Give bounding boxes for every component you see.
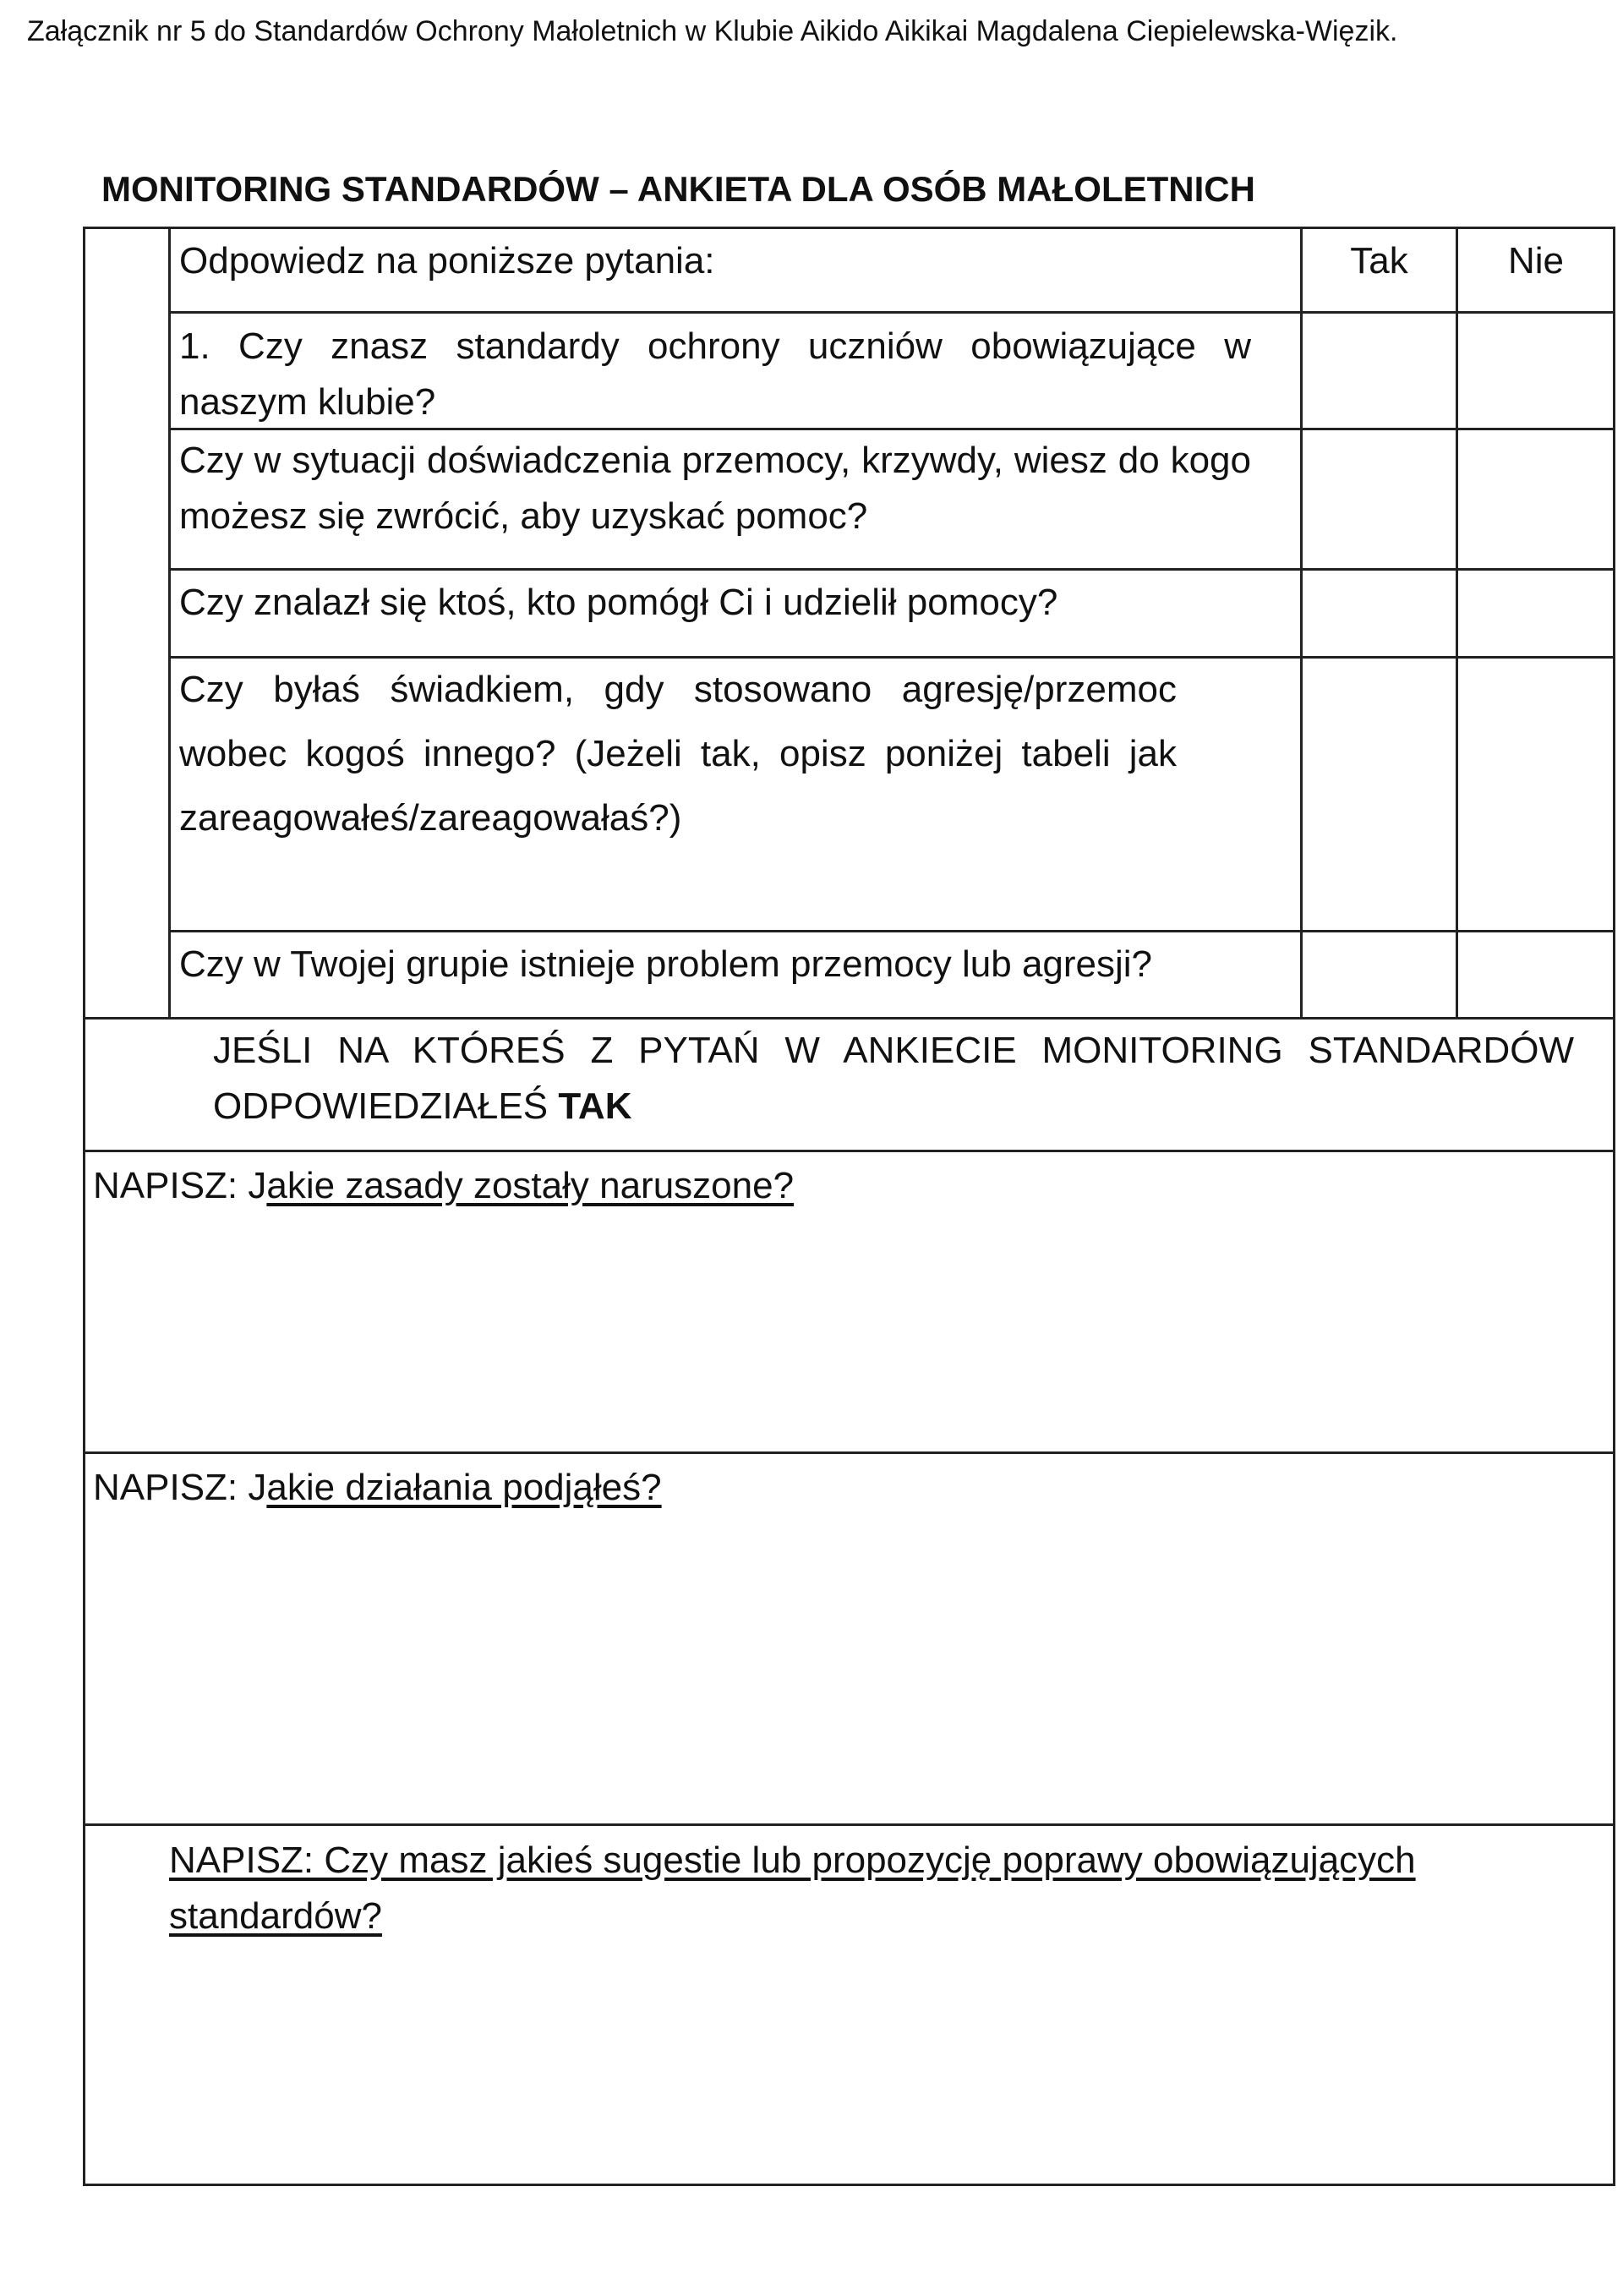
answer-area-suggestions[interactable] bbox=[85, 1953, 1614, 2184]
conditional-instruction bbox=[213, 1023, 1574, 1134]
question-5: Czy w Twojej grupie istnieje problem przemocy lub agresji? bbox=[179, 943, 1153, 985]
answer-no-q5[interactable] bbox=[1458, 932, 1614, 1017]
question-2: Czy w sytuacji doświadczenia przemocy, krzywdy, wiesz do kogo możesz się zwrócić, aby uzyskać pomoc? bbox=[179, 440, 1251, 537]
column-header-no: Nie bbox=[1507, 240, 1565, 282]
answer-yes-q3[interactable] bbox=[1303, 571, 1456, 656]
table-prompt: Odpowiedz na poniższe pytania: bbox=[179, 240, 715, 282]
write-section-suggestions: NAPISZ: Czy masz jakieś sugestie lub propozycję poprawy obowiązujących standardów? bbox=[169, 1840, 1416, 1937]
answer-yes-q2[interactable] bbox=[1303, 430, 1456, 568]
attachment-note: Załącznik nr 5 do Standardów Ochrony Małoletnich w Klubie Aikido Aikikai Magdalena Ciepielewska-Więzik. bbox=[27, 15, 1398, 47]
answer-yes-q1[interactable] bbox=[1303, 314, 1456, 428]
question-4: Czy byłaś świadkiem, gdy stosowano agresję/przemoc wobec kogoś innego? (Jeżeli tak, opisz poniżej tabeli jak zareagowałeś/zareagowałaś?) bbox=[179, 669, 1177, 839]
section-divider bbox=[83, 1451, 1614, 1454]
answer-area-actions-taken[interactable] bbox=[85, 1519, 1614, 1823]
question-1: 1. Czy znasz standardy ochrony uczniów obowiązujące w naszym klubie? bbox=[179, 325, 1251, 423]
answer-area-violated-rules[interactable] bbox=[85, 1217, 1614, 1451]
write-prefix: NAPISZ: J bbox=[93, 1165, 267, 1206]
conditional-bold-answer: TAK bbox=[558, 1085, 632, 1127]
column-header-yes: Tak bbox=[1350, 240, 1408, 282]
answer-yes-q4[interactable] bbox=[1303, 659, 1456, 930]
write-section-violated-rules bbox=[93, 1158, 794, 1214]
question-3: Czy znalazł się ktoś, kto pomógł Ci i udzielił pomocy? bbox=[179, 582, 1058, 623]
answer-no-q3[interactable] bbox=[1458, 571, 1614, 656]
table-left-margin-divider bbox=[168, 227, 171, 1017]
section-divider bbox=[83, 1017, 1614, 1020]
form-title: MONITORING STANDARDÓW – ANKIETA DLA OSÓB MAŁOLETNICH bbox=[101, 169, 1255, 209]
write-question: akie działania podjąłeś? bbox=[266, 1467, 662, 1508]
conditional-text: JEŚLI NA KTÓREŚ Z PYTAŃ W ANKIECIE MONITORING STANDARDÓW ODPOWIEDZIAŁEŚ bbox=[213, 1030, 1574, 1127]
section-divider bbox=[83, 1150, 1614, 1152]
answer-no-q1[interactable] bbox=[1458, 314, 1614, 428]
answer-no-q4[interactable] bbox=[1458, 659, 1614, 930]
answer-no-q2[interactable] bbox=[1458, 430, 1614, 568]
answer-yes-q5[interactable] bbox=[1303, 932, 1456, 1017]
write-question: akie zasady zostały naruszone? bbox=[266, 1165, 795, 1206]
section-divider bbox=[83, 1823, 1614, 1826]
write-prefix: NAPISZ: J bbox=[93, 1467, 267, 1508]
write-section-actions-taken bbox=[93, 1460, 662, 1516]
